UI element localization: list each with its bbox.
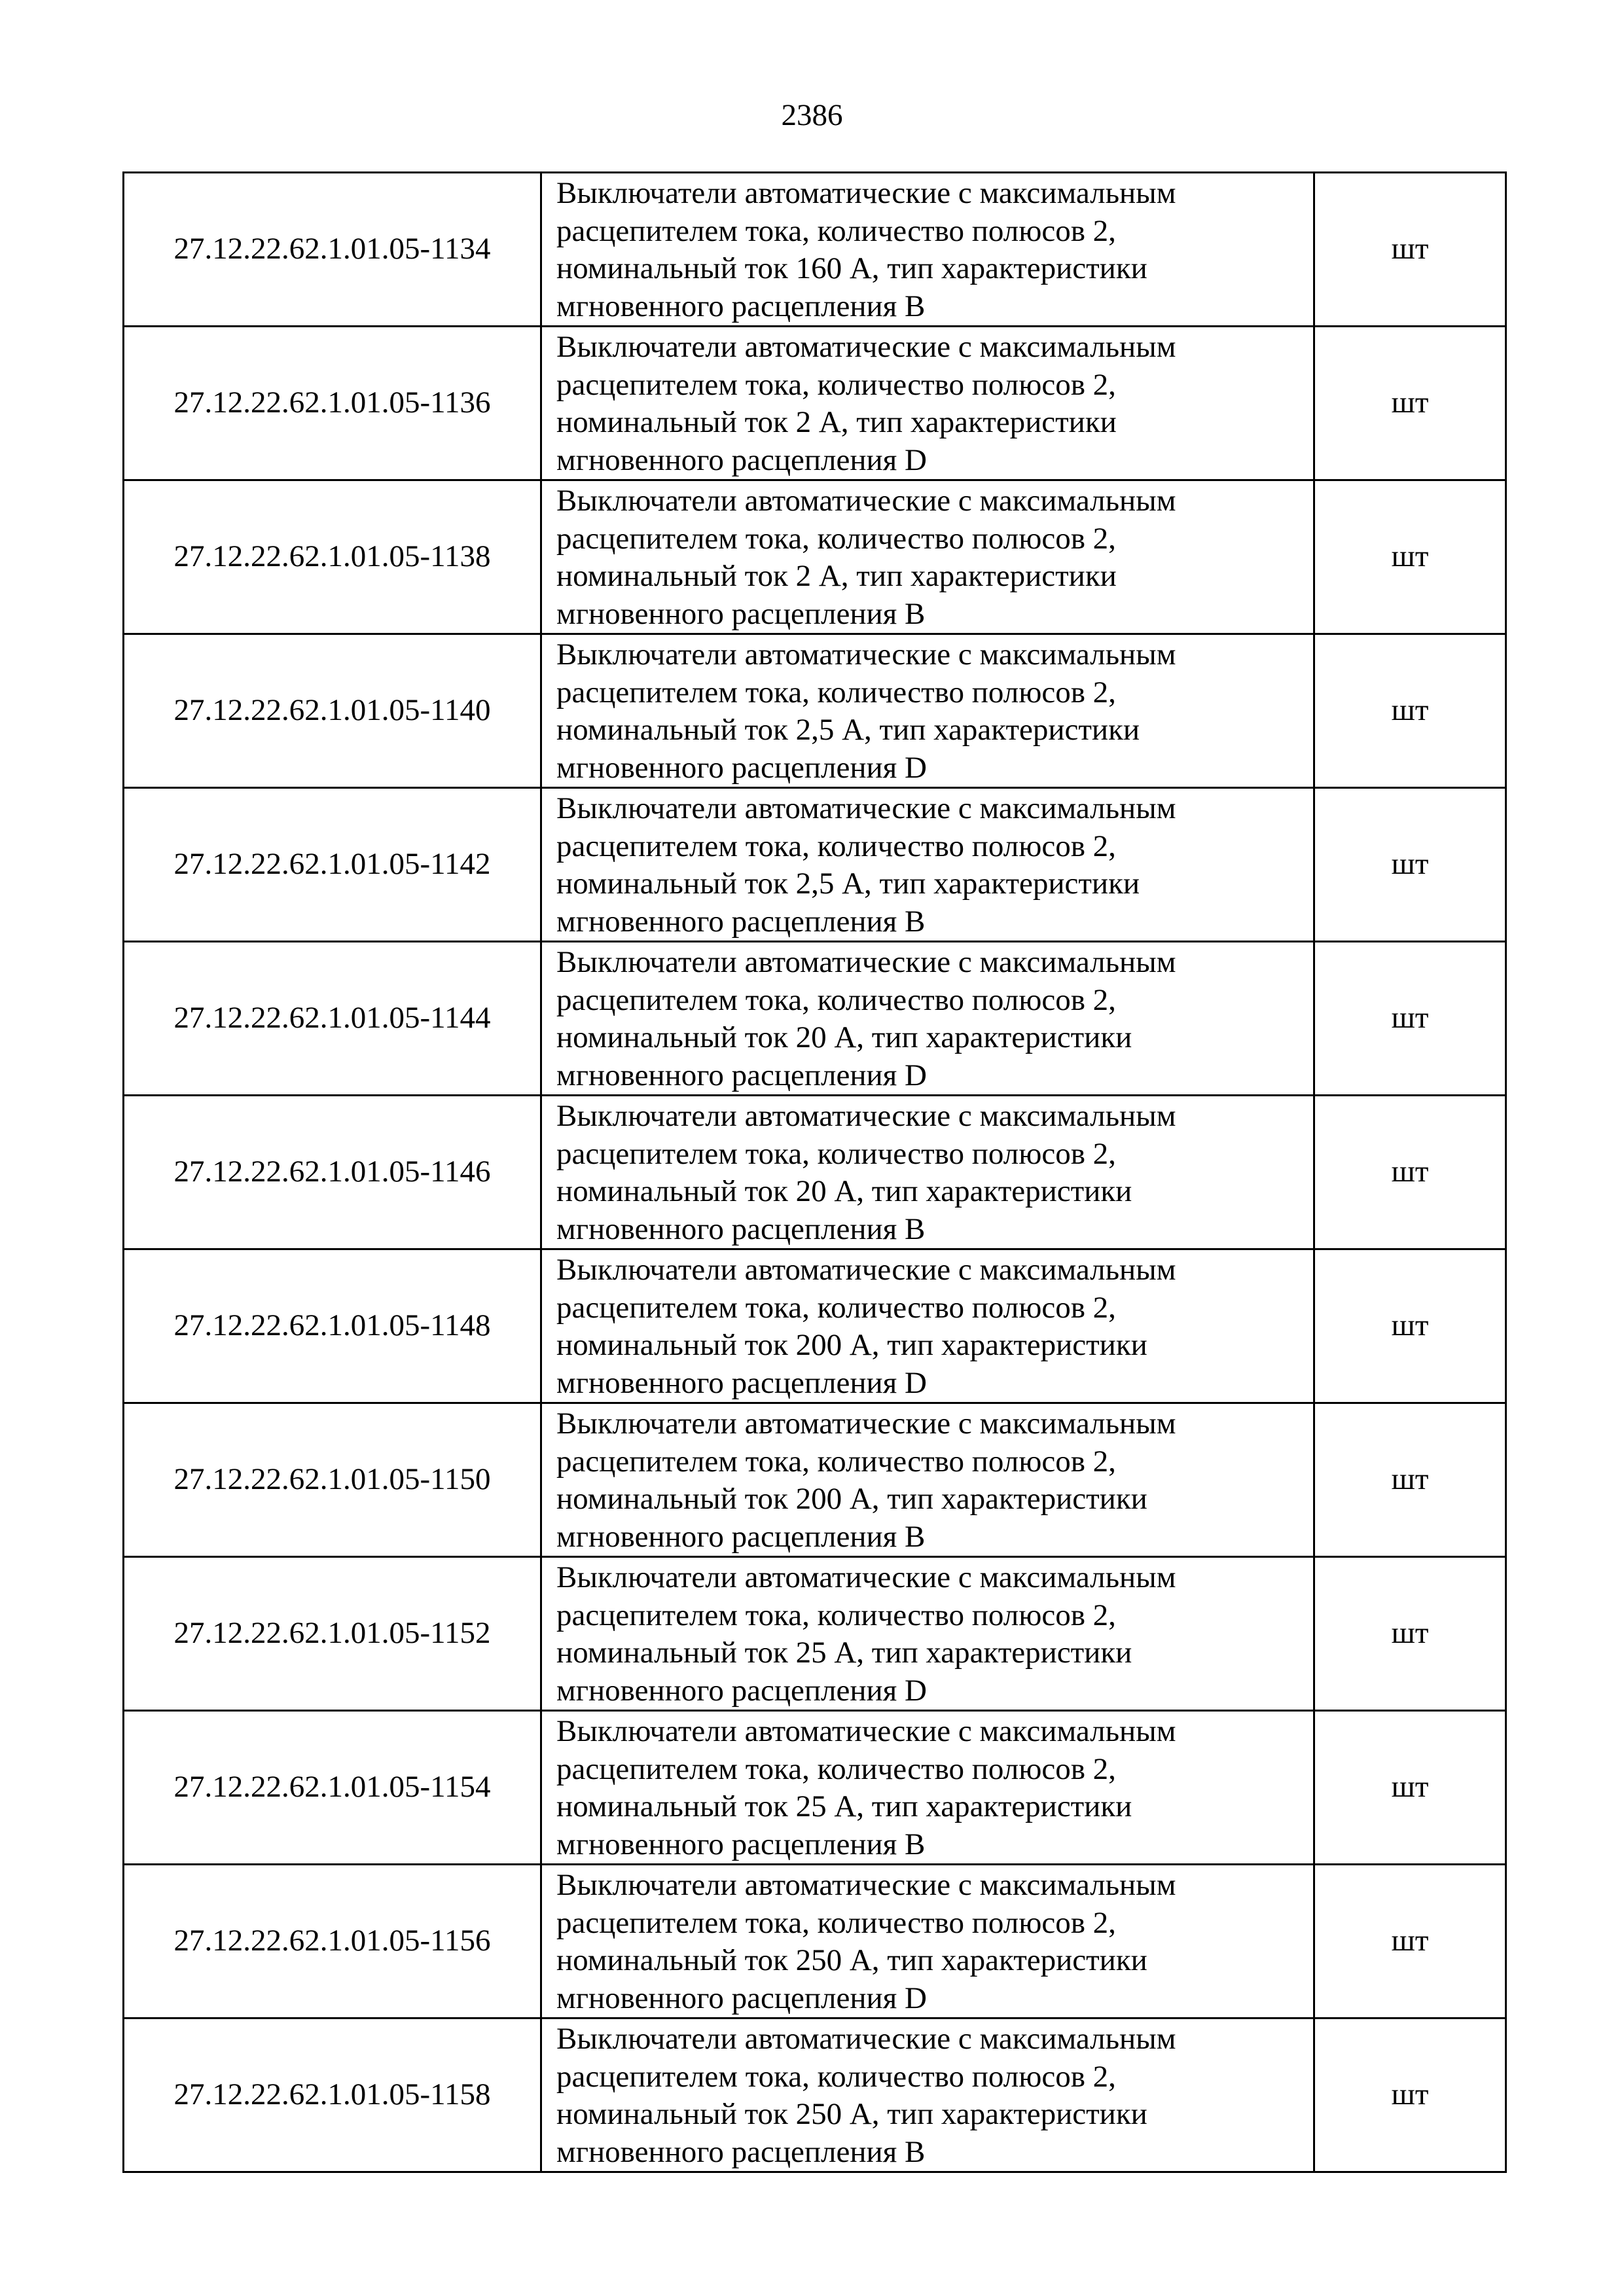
resource-unit: шт	[1314, 480, 1506, 634]
table-row	[124, 1403, 1506, 1557]
resource-code: 27.12.22.62.1.01.05-1158	[124, 2018, 541, 2172]
resource-code: 27.12.22.62.1.01.05-1156	[124, 1865, 541, 2018]
resource-table	[122, 171, 1507, 2173]
table-row	[124, 480, 1506, 634]
resource-description	[541, 1096, 1314, 1249]
resource-description	[541, 942, 1314, 1096]
description-line: номинальный ток 2,5 А, тип характеристики	[556, 867, 1140, 901]
description-line: расцепителем тока, количество полюсов 2,	[556, 829, 1116, 863]
description-line: номинальный ток 2 А, тип характеристики	[556, 559, 1117, 593]
description-line: мгновенного расцепления B	[556, 596, 926, 631]
table-row	[124, 1711, 1506, 1865]
description-line: Выключатели автоматические с максимальным	[556, 1868, 1176, 1902]
resource-code: 27.12.22.62.1.01.05-1148	[124, 1249, 541, 1403]
resource-description	[541, 327, 1314, 480]
resource-code: 27.12.22.62.1.01.05-1150	[124, 1403, 541, 1557]
description-line: Выключатели автоматические с максимальным	[556, 1714, 1176, 1748]
description-line: номинальный ток 250 А, тип характеристики	[556, 1943, 1147, 1977]
description-line: расцепителем тока, количество полюсов 2,	[556, 2059, 1116, 2094]
resource-unit: шт	[1314, 2018, 1506, 2172]
resource-table-body	[124, 173, 1506, 2172]
resource-description	[541, 1711, 1314, 1865]
description-line: Выключатели автоматические с максимальным	[556, 1099, 1176, 1133]
resource-description	[541, 2018, 1314, 2172]
resource-description	[541, 1403, 1314, 1557]
description-line: номинальный ток 2 А, тип характеристики	[556, 405, 1117, 439]
description-line: мгновенного расцепления D	[556, 1981, 927, 2015]
resource-description	[541, 480, 1314, 634]
resource-unit: шт	[1314, 942, 1506, 1096]
table-row	[124, 173, 1506, 327]
table-row	[124, 1096, 1506, 1249]
description-line: мгновенного расцепления B	[556, 2134, 926, 2169]
table-row	[124, 942, 1506, 1096]
description-line: мгновенного расцепления D	[556, 750, 927, 785]
description-line: Выключатели автоматические с максимальным	[556, 945, 1176, 979]
resource-description	[541, 788, 1314, 942]
description-line: расцепителем тока, количество полюсов 2,	[556, 675, 1116, 709]
resource-code: 27.12.22.62.1.01.05-1144	[124, 942, 541, 1096]
resource-code: 27.12.22.62.1.01.05-1138	[124, 480, 541, 634]
resource-description	[541, 1249, 1314, 1403]
description-line: номинальный ток 2,5 А, тип характеристики	[556, 713, 1140, 747]
description-line: номинальный ток 20 А, тип характеристики	[556, 1174, 1132, 1208]
description-line: номинальный ток 25 А, тип характеристики	[556, 1636, 1132, 1670]
description-line: Выключатели автоматические с максимальным	[556, 2022, 1176, 2056]
description-line: мгновенного расцепления B	[556, 289, 926, 323]
resource-unit: шт	[1314, 1403, 1506, 1557]
description-line: Выключатели автоматические с максимальным	[556, 637, 1176, 672]
resource-unit: шт	[1314, 1865, 1506, 2018]
table-row	[124, 327, 1506, 480]
table-row	[124, 1557, 1506, 1711]
resource-unit: шт	[1314, 1557, 1506, 1711]
description-line: мгновенного расцепления D	[556, 1365, 927, 1400]
resource-unit: шт	[1314, 327, 1506, 480]
description-line: мгновенного расцепления B	[556, 1827, 926, 1861]
table-row	[124, 634, 1506, 788]
description-line: номинальный ток 20 А, тип характеристики	[556, 1020, 1132, 1054]
resource-code: 27.12.22.62.1.01.05-1134	[124, 173, 541, 327]
description-line: мгновенного расцепления D	[556, 442, 927, 477]
description-line: расцепителем тока, количество полюсов 2,	[556, 367, 1116, 402]
description-line: мгновенного расцепления B	[556, 1519, 926, 1554]
description-line: расцепителем тока, количество полюсов 2,	[556, 1290, 1116, 1325]
description-line: расцепителем тока, количество полюсов 2,	[556, 213, 1116, 248]
description-line: номинальный ток 200 А, тип характеристики	[556, 1482, 1147, 1516]
resource-code: 27.12.22.62.1.01.05-1152	[124, 1557, 541, 1711]
resource-unit: шт	[1314, 788, 1506, 942]
resource-description	[541, 173, 1314, 327]
resource-unit: шт	[1314, 173, 1506, 327]
description-line: расцепителем тока, количество полюсов 2,	[556, 521, 1116, 556]
description-line: расцепителем тока, количество полюсов 2,	[556, 982, 1116, 1017]
description-line: Выключатели автоматические с максимальным	[556, 1253, 1176, 1287]
description-line: расцепителем тока, количество полюсов 2,	[556, 1444, 1116, 1479]
resource-description	[541, 1557, 1314, 1711]
description-line: Выключатели автоматические с максимальным	[556, 791, 1176, 825]
resource-code: 27.12.22.62.1.01.05-1142	[124, 788, 541, 942]
resource-unit: шт	[1314, 1096, 1506, 1249]
table-row	[124, 1249, 1506, 1403]
table-row	[124, 2018, 1506, 2172]
description-line: Выключатели автоматические с максимальным	[556, 176, 1176, 210]
description-line: расцепителем тока, количество полюсов 2,	[556, 1751, 1116, 1786]
resource-unit: шт	[1314, 634, 1506, 788]
description-line: Выключатели автоматические с максимальным	[556, 1560, 1176, 1594]
resource-code: 27.12.22.62.1.01.05-1140	[124, 634, 541, 788]
description-line: номинальный ток 250 А, тип характеристики	[556, 2097, 1147, 2131]
description-line: Выключатели автоматические с максимальным	[556, 484, 1176, 518]
description-line: расцепителем тока, количество полюсов 2,	[556, 1136, 1116, 1171]
description-line: мгновенного расцепления B	[556, 904, 926, 939]
resource-unit: шт	[1314, 1711, 1506, 1865]
description-line: Выключатели автоматические с максимальным	[556, 1407, 1176, 1441]
resource-description	[541, 634, 1314, 788]
description-line: Выключатели автоматические с максимальным	[556, 330, 1176, 364]
resource-code: 27.12.22.62.1.01.05-1154	[124, 1711, 541, 1865]
resource-code: 27.12.22.62.1.01.05-1136	[124, 327, 541, 480]
resource-description	[541, 1865, 1314, 2018]
description-line: номинальный ток 160 А, тип характеристики	[556, 251, 1147, 285]
table-row	[124, 1865, 1506, 2018]
description-line: мгновенного расцепления D	[556, 1673, 927, 1708]
description-line: номинальный ток 200 А, тип характеристики	[556, 1328, 1147, 1362]
description-line: мгновенного расцепления D	[556, 1058, 927, 1092]
description-line: номинальный ток 25 А, тип характеристики	[556, 1789, 1132, 1823]
table-row	[124, 788, 1506, 942]
page-number: 2386	[781, 98, 843, 132]
resource-unit: шт	[1314, 1249, 1506, 1403]
description-line: мгновенного расцепления B	[556, 1211, 926, 1246]
resource-code: 27.12.22.62.1.01.05-1146	[124, 1096, 541, 1249]
description-line: расцепителем тока, количество полюсов 2,	[556, 1905, 1116, 1940]
description-line: расцепителем тока, количество полюсов 2,	[556, 1598, 1116, 1632]
